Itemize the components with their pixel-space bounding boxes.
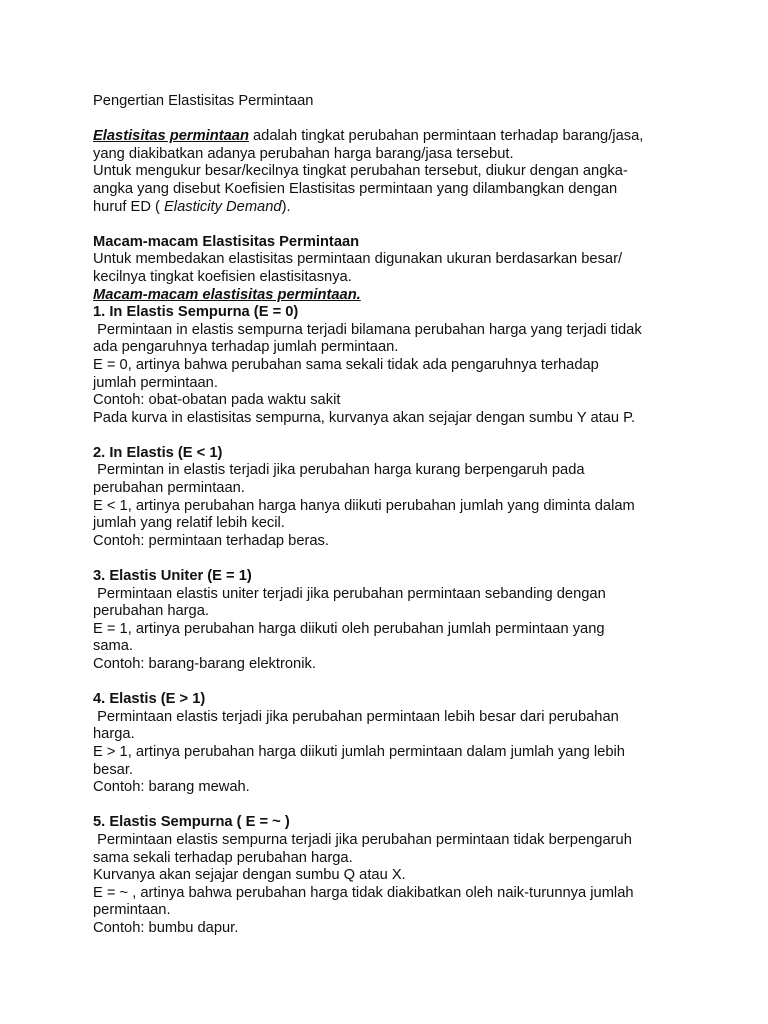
section-heading: 4. Elastis (E > 1) [93,691,206,708]
section-in-elastis-sempurna [93,304,693,427]
macam-subheading: Macam-macam elastisitas permintaan. [93,286,361,303]
section-line: Kurvanya akan sejajar dengan sumbu Q atau X. [93,867,406,884]
section-line: perubahan permintaan. [93,480,245,497]
document-title: Pengertian Elastisitas Permintaan [93,93,314,109]
section-line: Permintaan in elastis sempurna terjadi bilamana perubahan harga yang terjadi tidak [93,321,642,338]
section-elastis [93,691,693,797]
section-line: Permintaan elastis terjadi jika perubahan permintaan lebih besar dari perubahan [93,708,619,725]
section-line: E = ~ , artinya bahwa perubahan harga tidak diakibatkan oleh naik-turunnya jumlah [93,884,634,901]
section-heading: 5. Elastis Sempurna ( E = ~ ) [93,814,290,831]
section-line: Contoh: obat-obatan pada waktu sakit [93,392,341,409]
section-line: Permintan in elastis terjadi jika perubahan harga kurang berpengaruh pada [93,462,585,479]
intro-line-1-rest: adalah tingkat perubahan permintaan terhadap barang/jasa, [248,128,644,145]
section-line: Permintaan elastis sempurna terjadi jika perubahan permintaan tidak berpengaruh [93,831,632,848]
spacer [93,111,693,129]
section-line: E = 0, artinya bahwa perubahan sama sekali tidak ada pengaruhnya terhadap [93,356,599,373]
section-line: ada pengaruhnya terhadap jumlah permintaan. [93,339,399,356]
section-elastis-sempurna [93,814,693,937]
intro-line-3: Untuk mengukur besar/kecilnya tingkat perubahan tersebut, diukur dengan angka- [93,163,628,180]
section-line: Contoh: barang mewah. [93,779,250,796]
section-line: Pada kurva in elastisitas sempurna, kurvanya akan sejajar dengan sumbu Y atau P. [93,409,636,426]
document-page [93,93,693,938]
section-line: E = 1, artinya perubahan harga diikuti oleh perubahan jumlah permintaan yang [93,620,605,637]
intro-paragraph [93,128,693,216]
section-line: jumlah yang relatif lebih kecil. [93,515,285,532]
section-line: E > 1, artinya perubahan harga diikuti jumlah permintaan dalam jumlah yang lebih [93,743,625,760]
spacer [93,797,693,815]
section-line: Contoh: permintaan terhadap beras. [93,532,329,549]
section-line: jumlah permintaan. [93,374,218,391]
intro-term: Elastisitas permintaan [93,128,249,145]
section-line: Contoh: barang-barang elektronik. [93,656,316,672]
spacer [93,427,693,445]
section-line: permintaan. [93,902,171,919]
section-line: Permintaan elastis uniter terjadi jika perubahan permintaan sebanding dengan [93,585,606,602]
intro-line-4: angka yang disebut Koefisien Elastisitas permintaan yang dilambangkan dengan [93,180,618,197]
section-line: sama sekali terhadap perubahan harga. [93,849,353,866]
section-line: sama. [93,638,133,655]
section-heading: 3. Elastis Uniter (E = 1) [93,568,252,585]
section-line: Contoh: bumbu dapur. [93,919,239,936]
macam-line-1: Untuk membedakan elastisitas permintaan digunakan ukuran berdasarkan besar/ [93,251,623,268]
intro-line-5-pre: huruf ED ( [93,198,165,215]
macam-heading: Macam-macam Elastisitas Permintaan [93,233,360,250]
spacer [93,674,693,692]
intro-line-5 [93,199,693,217]
intro-line-1 [93,128,693,146]
intro-line-2: yang diakibatkan adanya perubahan harga barang/jasa tersebut. [93,145,514,162]
spacer [93,216,693,234]
intro-line-5-italic: Elasticity Demand [164,198,282,215]
section-line: besar. [93,761,134,778]
spacer [93,550,693,568]
intro-line-5-post: ). [281,198,291,215]
section-heading: 1. In Elastis Sempurna (E = 0) [93,304,299,321]
macam-section [93,234,693,304]
section-heading: 2. In Elastis (E < 1) [93,444,223,461]
section-line: harga. [93,726,135,743]
section-line: E < 1, artinya perubahan harga hanya diikuti perubahan jumlah yang diminta dalam [93,497,635,514]
macam-line-2: kecilnya tingkat koefisien elastisitasnya. [93,268,352,285]
section-elastis-uniter [93,568,693,674]
section-in-elastis [93,445,693,551]
section-line: perubahan harga. [93,603,209,620]
